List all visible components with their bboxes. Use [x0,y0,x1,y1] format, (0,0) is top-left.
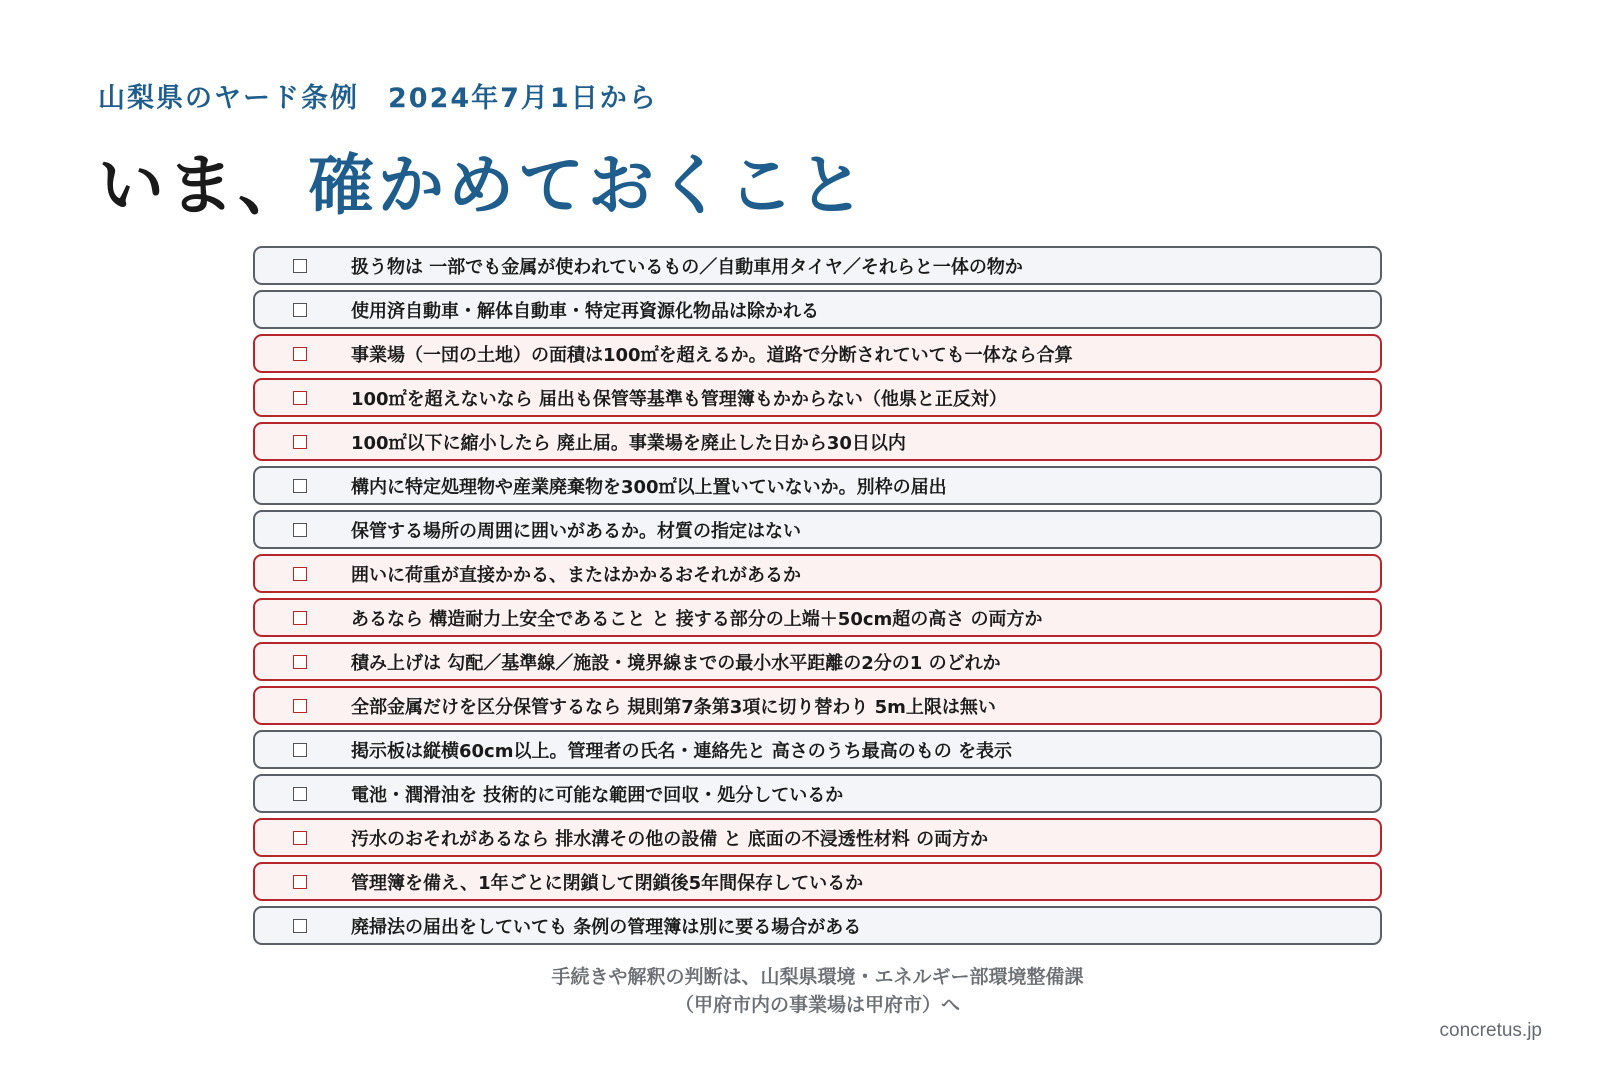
checklist-item-text: 扱う物は 一部でも金属が使われているもの／自動車用タイヤ／それらと一体の物か [351,256,1023,278]
checkbox-icon[interactable] [293,523,307,537]
checkbox-icon[interactable] [293,479,307,493]
page-title [98,132,868,227]
checklist-item-text: 全部金属だけを区分保管するなら 規則第7条第3項に切り替わり 5m上限は無い [351,696,996,718]
footer-note-line-1: 手続きや解釈の判断は、山梨県環境・エネルギー部環境整備課 [551,966,1084,988]
checklist-item-text: 100㎡を超えないなら 届出も保管等基準も管理簿もかからない（他県と正反対） [351,388,1007,410]
checklist-item-text: 管理簿を備え、1年ごとに閉鎖して閉鎖後5年間保存しているか [351,872,864,894]
checklist-item [253,246,1382,285]
checklist-item-text: 保管する場所の周囲に囲いがあるか。材質の指定はない [351,520,801,542]
checklist-item [253,818,1382,857]
checklist-item [253,686,1382,725]
checklist-item-text: 電池・潤滑油を 技術的に可能な範囲で回収・処分しているか [351,784,844,806]
checklist-item-text: 構内に特定処理物や産業廃棄物を300㎡以上置いていないか。別枠の届出 [351,476,947,498]
checklist [253,246,1382,950]
footer-note-line-2: （甲府市内の事業場は甲府市）へ [674,994,960,1016]
checklist-item [253,774,1382,813]
checklist-item-text: 100㎡以下に縮小したら 廃止届。事業場を廃止した日から30日以内 [351,432,906,454]
checklist-item [253,906,1382,945]
checklist-item [253,466,1382,505]
checkbox-icon[interactable] [293,347,307,361]
checklist-item [253,290,1382,329]
checkbox-icon[interactable] [293,611,307,625]
checkbox-icon[interactable] [293,303,307,317]
checklist-item-text: 使用済自動車・解体自動車・特定再資源化物品は除かれる [351,300,819,322]
checkbox-icon[interactable] [293,435,307,449]
checklist-item-text: 汚水のおそれがあるなら 排水溝その他の設備 と 底面の不浸透性材料 の両方か [351,828,989,850]
checklist-item-text: 掲示板は縦横60cm以上。管理者の氏名・連絡先と 高さのうち最高のもの を表示 [351,740,1013,762]
site-credit: concretus.jp [1439,1020,1542,1041]
checkbox-icon[interactable] [293,259,307,273]
checklist-item [253,510,1382,549]
checklist-item [253,422,1382,461]
checklist-item [253,598,1382,637]
checklist-item-text: 事業場（一団の土地）の面積は100㎡を超えるか。道路で分断されていても一体なら合算 [351,344,1073,366]
checkbox-icon[interactable] [293,699,307,713]
checkbox-icon[interactable] [293,919,307,933]
checklist-item-text: 積み上げは 勾配／基準線／施設・境界線までの最小水平距離の2分の1 のどれか [351,652,1001,674]
checklist-item [253,642,1382,681]
checkbox-icon[interactable] [293,875,307,889]
checklist-item [253,862,1382,901]
checklist-item-text: 囲いに荷重が直接かかる、またはかかるおそれがあるか [351,564,801,586]
checkbox-icon[interactable] [293,743,307,757]
checkbox-icon[interactable] [293,831,307,845]
checklist-item [253,334,1382,373]
page-title-accent: 確かめておくこと [308,147,868,224]
checklist-item-text: 廃掃法の届出をしていても 条例の管理簿は別に要る場合がある [351,916,862,938]
checkbox-icon[interactable] [293,655,307,669]
checklist-item [253,554,1382,593]
checkbox-icon[interactable] [293,787,307,801]
page-subtitle: 山梨県のヤード条例 2024年7月1日から [98,83,658,114]
page-title-prefix: いま、 [98,147,308,224]
checklist-item [253,378,1382,417]
checklist-item [253,730,1382,769]
checkbox-icon[interactable] [293,567,307,581]
checkbox-icon[interactable] [293,391,307,405]
checklist-item-text: あるなら 構造耐力上安全であること と 接する部分の上端＋50cm超の高さ の両方か [351,608,1043,630]
